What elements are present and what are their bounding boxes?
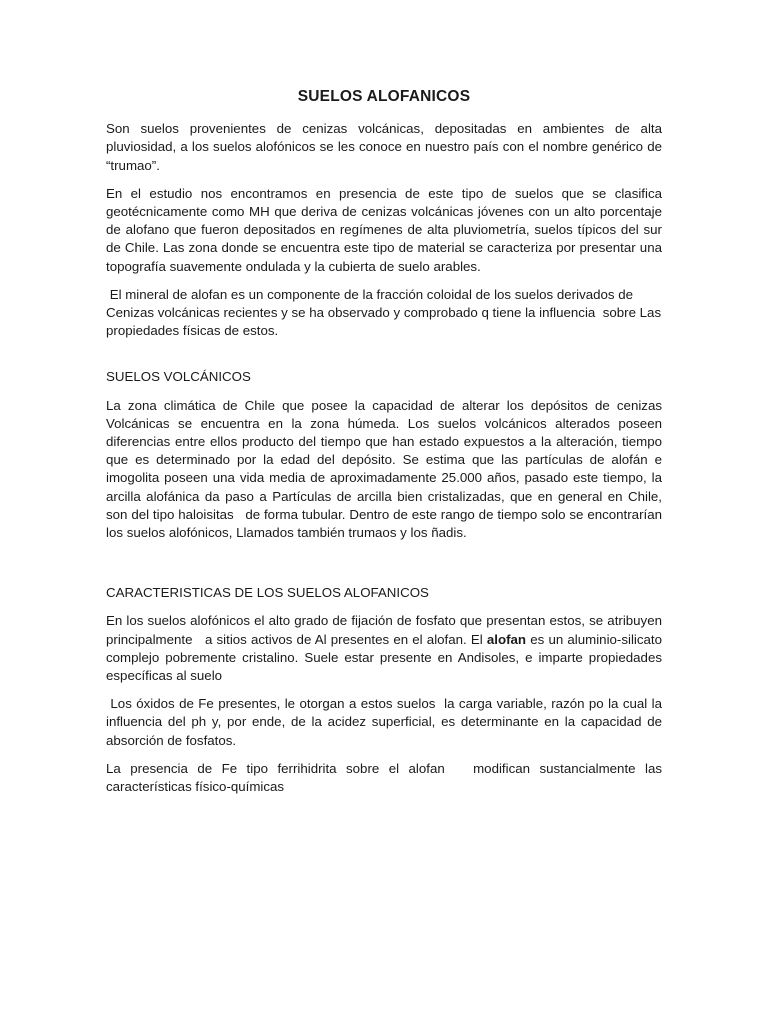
section-heading-caracteristicas: CARACTERISTICAS DE LOS SUELOS ALOFANICOS	[106, 585, 429, 601]
caracteristicas-p1-text-b: es un aluminio-silicato complejo pobremente cristalino. Suele estar presente en Andisoles, e imparte propiedades específicas al suelo	[106, 631, 666, 684]
caracteristicas-paragraph-1	[106, 612, 666, 685]
spacer	[106, 350, 662, 368]
caracteristicas-paragraph-3: La presencia de Fe tipo ferrihidrita sobre el alofan modifican sustancialmente las características físico-químicas	[106, 760, 666, 795]
document-title: SUELOS ALOFANICOS	[297, 88, 471, 105]
document-page	[106, 88, 666, 806]
section-heading-volcanicos: SUELOS VOLCÁNICOS	[106, 369, 251, 385]
volcanicos-paragraph-1: La zona climática de Chile que posee la capacidad de alterar los depósitos de cenizas Volcánicas se encuentra en la zona húmeda. Los suelos volcánicos alterados poseen diferencias entre ellos producto del tiempo que han estado expuestos a la alteración, tiempo que es determinado por la edad del depósito. Se estima que las partículas de alofán e imogolita poseen una vida media de aproximadamente 25.000 años, pasado este tiempo, la arcilla alofánica da paso a Partículas de arcilla bien cristalizadas, que en general en Chile, son del tipo haloisitas de forma tubular. Dentro de este rango de tiempo solo se encontrarían los suelos alofónicos, Llamados también trumaos y los ñadis.	[106, 397, 666, 541]
spacer	[106, 552, 662, 584]
intro-paragraph-1: Son suelos provenientes de cenizas volcánicas, depositadas en ambientes de alta pluviosidad, a los suelos alofónicos se les conoce en nuestro país con el nombre genérico de “trumao”.	[106, 121, 662, 173]
intro-paragraph-3: El mineral de alofan es un componente de la fracción coloidal de los suelos derivados de Cenizas volcánicas recientes y se ha observado y comprobado q tiene la influencia sobre Las propiedades físicas de estos.	[106, 286, 665, 339]
intro-paragraph-2: En el estudio nos encontramos en presencia de este tipo de suelos que se clasifica geotécnicamente como MH que deriva de cenizas volcánicas jóvenes con un alto porcentaje de alofano que fueron depositados en regímenes de alta pluviometría, suelos típicos del sur de Chile. Las zona donde se encuentra este tipo de material se caracteriza por presentar una topografía suavemente ondulada y la cubierta de suelo arables.	[106, 185, 662, 274]
caracteristicas-p1-text-a: En los suelos alofónicos el alto grado de fijación de fosfato que presentan estos, se atribuyen principalmente a sitios activos de Al presentes en el alofan. El	[106, 613, 666, 647]
caracteristicas-paragraph-2: Los óxidos de Fe presentes, le otorgan a estos suelos la carga variable, razón po la cual la influencia del ph y, por ende, de la acidez superficial, es determinante en la capacidad de absorción de fosfatos.	[106, 696, 666, 748]
caracteristicas-p1-bold-term: alofan	[486, 631, 527, 647]
